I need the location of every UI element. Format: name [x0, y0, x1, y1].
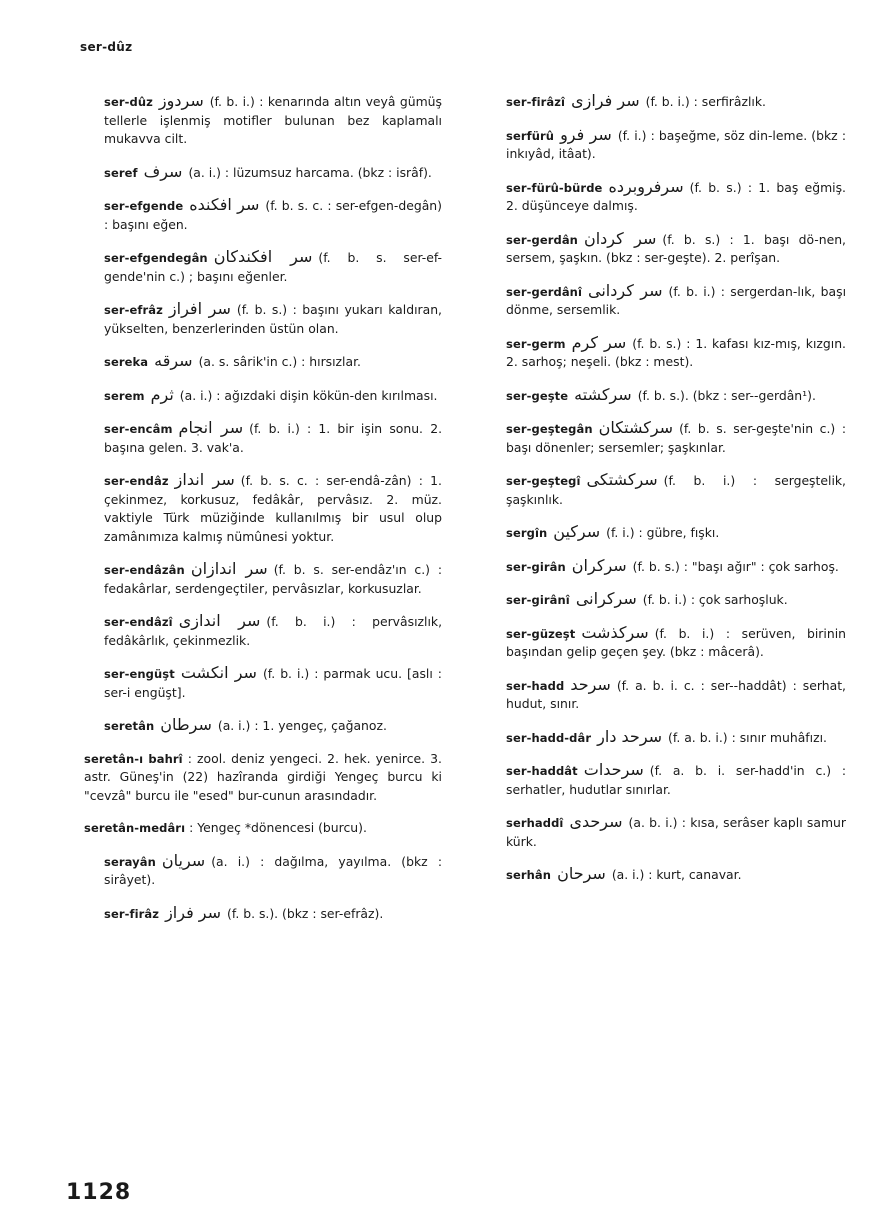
entry-arabic-script: سر انداز: [174, 470, 235, 489]
entry-definition: (f. b. s. ser-endâz'ın c.) : fedakârlar, serdengeçtiler, pervâsızlar, korkusuzlar.: [104, 562, 443, 596]
entry-spacer: [66, 182, 442, 196]
dictionary-entry: [468, 557, 846, 577]
entry-arabic-script: سرحدات: [583, 760, 644, 779]
entry-headword: ser-endâzî: [104, 615, 173, 629]
dictionary-entry: [66, 300, 442, 338]
entry-definition: : zool. deniz yengeci. 2. hek. yenirce. 3. astr. Güneş'in (22) hazîranda girdiği Yengeç burcu ki "cevzâ" burcu ile "esed" bur-cunun arasındadır.: [84, 750, 442, 803]
entry-definition: (f. b. i.) : sergeştelik, şaşkınlık.: [506, 473, 846, 507]
entry-arabic-script: سر كرم: [571, 332, 627, 352]
entry-headword: ser-firâz: [104, 906, 160, 921]
entry-headword: serem: [104, 388, 145, 403]
entry-arabic-script: سر فرازى: [571, 91, 640, 110]
entry-definition: (f. b. s.) : 1. başı dö-nen, sersem, şaşkın. (bkz : ser-geşte). 2. perîşan.: [506, 231, 846, 265]
entry-arabic-script: سر فرو: [560, 124, 612, 144]
dictionary-entry: [468, 728, 846, 748]
entry-headword: ser-endâz: [104, 474, 169, 488]
entry-definition: : Yengeç *dönencesi (burcu).: [189, 820, 367, 835]
entry-definition: (f. b. s.). (bkz : ser-efrâz).: [227, 905, 384, 921]
entry-arabic-script: سردوز: [158, 91, 204, 110]
dictionary-entry: [468, 92, 846, 112]
dictionary-entry: [468, 126, 846, 164]
entry-arabic-script: سركرانى: [575, 589, 637, 608]
entry-definition: (f. b. s. c. : ser-efgen-degân) : başını eğen.: [104, 198, 442, 232]
entry-spacer: [66, 405, 442, 419]
entry-definition: (f. b. s.) : 1. kafası kız-mış, kızgın. 2. sarhoş; neşeli. (bkz : mest).: [506, 335, 846, 369]
dictionary-entry: [468, 230, 846, 268]
entry-spacer: [66, 650, 442, 664]
entry-definition: (a. s. sârik'in c.) : hırsızlar.: [198, 354, 361, 369]
entry-arabic-script: سر اندازى: [178, 611, 261, 630]
entry-spacer: [468, 662, 846, 676]
entry-definition: (f. b. i.) : 1. bir işin sonu. 2. başına gelen. 3. vak'a.: [104, 421, 443, 455]
entry-spacer: [468, 576, 846, 590]
entry-arabic-script: سر افكندكان: [213, 247, 313, 266]
entry-spacer: [66, 286, 442, 300]
entry-definition: (a. i.) : kurt, canavar.: [611, 867, 742, 882]
entry-spacer: [468, 799, 846, 813]
entry-arabic-script: ثرم: [150, 384, 174, 404]
entry-definition: (f. i.) : gübre, fışkı.: [606, 525, 720, 540]
dictionary-entry: [468, 865, 846, 885]
dictionary-entry: [66, 819, 442, 838]
entry-headword: seref: [104, 165, 138, 180]
dictionary-entry: [66, 716, 442, 736]
entry-headword: ser-hadd: [506, 678, 565, 693]
entry-headword: ser-encâm: [104, 422, 173, 436]
page-number: 1128: [66, 1180, 132, 1205]
entry-arabic-script: سركشته: [574, 384, 632, 404]
entry-definition: (f. b. i.) : serüven, birinin başından gelip geçen şey. (bkz : mâcerâ).: [506, 625, 846, 659]
entry-arabic-script: سرحدى: [569, 812, 623, 831]
entry-definition: (f. i.) : başeğme, söz din-leme. (bkz : inkıyâd, itâat).: [506, 127, 846, 161]
dictionary-entry: [66, 612, 442, 650]
dictionary-entry: [468, 471, 846, 509]
entry-arabic-script: سرقه: [154, 351, 193, 370]
entry-headword: ser-efrâz: [104, 303, 163, 317]
entry-arabic-script: سركين: [553, 522, 601, 541]
dictionary-entry: [66, 92, 442, 149]
entry-arabic-script: سر افراز: [168, 299, 231, 318]
entry-headword: serfürû: [506, 128, 555, 143]
entry-definition: (f. b. s.) : "başı ağır" : çok sarhoş.: [632, 558, 839, 574]
entry-spacer: [66, 838, 442, 852]
entry-arabic-script: سر كردانى: [588, 280, 663, 300]
entry-arabic-script: سر انجام: [178, 418, 244, 437]
entry-arabic-script: سرحد دار: [597, 726, 663, 746]
entry-headword: serayân: [104, 854, 156, 869]
entry-spacer: [66, 372, 442, 386]
dictionary-entry: [468, 386, 846, 406]
right-column: [468, 92, 846, 899]
entry-spacer: [468, 714, 846, 728]
entry-definition: (f. a. b. i. ser-hadd'in c.) : serhatler, hudutlar sınırlar.: [506, 763, 846, 797]
entry-spacer: [66, 890, 442, 904]
entry-arabic-script: سر فراز: [165, 902, 222, 922]
dictionary-entry: [66, 386, 442, 406]
entry-definition: (f. b. i.) : çok sarhoşluk.: [642, 592, 788, 607]
entry-definition: (f. b. s. ser-ef-gende'nin c.) ; başını eğenler.: [104, 250, 442, 284]
entry-spacer: [468, 851, 846, 865]
dictionary-entry: [468, 813, 846, 851]
dictionary-entry: [468, 178, 846, 216]
entry-definition: (f. b. s.) : başını yukarı kaldıran, yükselten, benzerlerinden üstün olan.: [104, 302, 442, 336]
entry-headword: ser-girân: [506, 559, 566, 574]
entry-arabic-script: سركشتكى: [586, 470, 658, 489]
dictionary-entry: [66, 471, 442, 546]
entry-spacer: [66, 457, 442, 471]
entry-spacer: [468, 216, 846, 230]
dictionary-entry: [468, 624, 846, 662]
entry-headword: sergîn: [506, 526, 548, 540]
dictionary-entry: [468, 761, 846, 799]
entry-arabic-script: سريان: [161, 850, 206, 870]
entry-headword: ser-fürû-bürde: [506, 180, 603, 195]
entry-headword: seretân: [104, 719, 155, 733]
entry-spacer: [66, 598, 442, 612]
entry-definition: (f. b. s.) : 1. baş eğmiş. 2. düşünceye dalmış.: [506, 179, 846, 213]
entry-spacer: [66, 805, 442, 819]
entry-arabic-script: سر اندازان: [190, 559, 268, 578]
dictionary-entry: [66, 196, 442, 234]
entry-arabic-script: سر كردان: [583, 228, 657, 248]
entry-definition: (a. i.) : dağılma, yayılma. (bkz : sirâyet).: [104, 853, 442, 887]
entry-spacer: [468, 268, 846, 282]
left-column: [66, 92, 442, 937]
entry-spacer: [468, 405, 846, 419]
entry-definition: (f. b. i.) : kenarında altın veyâ gümüş tellerle işlenmiş motifler bulunan bez kaplamalı mukavva cilt.: [104, 94, 442, 146]
entry-spacer: [66, 149, 442, 163]
entry-headword: ser-haddât: [506, 764, 578, 778]
entry-spacer: [468, 457, 846, 471]
dictionary-entry: [66, 419, 442, 457]
entry-arabic-script: سرف: [143, 161, 183, 181]
entry-spacer: [468, 885, 846, 899]
entry-spacer: [468, 164, 846, 178]
entry-spacer: [468, 509, 846, 523]
entry-definition: (a. i.) : lüzumsuz harcama. (bkz : isrâf).: [188, 164, 432, 180]
entry-headword: ser-dûz: [104, 95, 153, 109]
entry-definition: (f. b. i.) : pervâsızlık, fedâkârlık, çekinmezlik.: [104, 614, 443, 648]
entry-headword: ser-geştegî: [506, 474, 581, 488]
dictionary-entry: [468, 334, 846, 372]
entry-headword: seretân-ı bahrî: [84, 751, 183, 766]
entry-arabic-script: سركران: [571, 555, 627, 575]
dictionary-entry: [66, 904, 442, 924]
dictionary-entry: [66, 560, 442, 598]
entry-definition: (a. i.) : 1. yengeç, çağanoz.: [217, 718, 387, 733]
entry-arabic-script: سركذشت: [581, 622, 649, 642]
entry-headword: ser-geştegân: [506, 422, 593, 436]
entry-headword: ser-güzeşt: [506, 626, 576, 641]
entry-definition: (f. a. b. i. c. : ser--haddât) : serhat, hudut, sınır.: [506, 677, 846, 711]
dictionary-entry: [468, 419, 846, 457]
entry-definition: (f. b. s. ser-geşte'nin c.) : başı dönenler; sersemler; şaşkınlar.: [506, 421, 846, 455]
entry-spacer: [66, 338, 442, 352]
entry-definition: (f. b. s. c. : ser-endâ-zân) : 1. çekinmez, korkusuz, fedâkâr, pervâsız. 2. müz. vaktiyle Türk müziğinde kullanılmış bir usul olup zamânımıza kalmış nümûnesi yoktur.: [104, 473, 442, 544]
entry-definition: (f. b. i.) : sergerdan-lık, başı dönme, sersemlik.: [506, 283, 847, 317]
entry-spacer: [66, 702, 442, 716]
running-head: ser-dûz: [80, 40, 133, 54]
entry-arabic-script: سرحد: [570, 674, 611, 694]
entry-definition: (a. b. i.) : kısa, serâser kaplı samur kürk.: [506, 815, 846, 849]
dictionary-entry: [66, 750, 442, 806]
entry-arabic-script: سركشتكان: [598, 418, 674, 437]
dictionary-entry: [66, 664, 442, 702]
entry-headword: ser-gerdânî: [506, 284, 583, 299]
entry-headword: ser-girânî: [506, 593, 570, 607]
entry-headword: ser-geşte: [506, 388, 569, 403]
entry-headword: ser-germ: [506, 336, 566, 351]
entry-arabic-script: سر انكشت: [180, 663, 257, 682]
entry-arabic-script: سرفروبرده: [608, 176, 684, 196]
entry-headword: ser-engüşt: [104, 667, 175, 681]
entry-definition: (f. b. i.) : parmak ucu. [aslı : ser-i engüşt].: [104, 666, 442, 700]
entry-spacer: [66, 234, 442, 248]
dictionary-entry: [468, 523, 846, 543]
entry-headword: serhaddî: [506, 816, 564, 830]
entry-headword: ser-gerdân: [506, 232, 578, 247]
dictionary-entry: [468, 676, 846, 714]
entry-spacer: [66, 736, 442, 750]
dictionary-entry: [66, 248, 442, 286]
entry-spacer: [468, 112, 846, 126]
entry-definition: (f. b. s.). (bkz : ser--gerdân¹).: [637, 387, 816, 403]
entry-headword: ser-efgende: [104, 199, 184, 213]
dictionary-entry: [66, 352, 442, 372]
entry-headword: ser-efgendegân: [104, 251, 208, 265]
entry-spacer: [468, 372, 846, 386]
entry-arabic-script: سرطان: [160, 715, 212, 734]
entry-headword: serhân: [506, 868, 552, 882]
entry-spacer: [66, 546, 442, 560]
entry-headword: ser-firâzî: [506, 95, 566, 109]
entry-headword: ser-endâzân: [104, 563, 185, 577]
entry-spacer: [468, 747, 846, 761]
entry-spacer: [468, 610, 846, 624]
dictionary-entry: [66, 163, 442, 183]
entry-spacer: [468, 543, 846, 557]
entry-definition: (f. b. i.) : serfirâzlık.: [645, 94, 766, 109]
entry-headword: ser-hadd-dâr: [506, 730, 592, 745]
entry-spacer: [66, 923, 442, 937]
entry-arabic-script: سر افكنده: [189, 195, 260, 214]
entry-spacer: [468, 320, 846, 334]
entry-definition: (a. i.) : ağızdaki dişin kökün-den kırılması.: [179, 387, 438, 403]
dictionary-entry: [66, 852, 442, 890]
dictionary-entry: [468, 590, 846, 610]
entry-arabic-script: سرحان: [557, 864, 606, 883]
entry-headword: seretân-medârı: [84, 821, 186, 835]
entry-headword: sereka: [104, 355, 149, 369]
entry-definition: (f. a. b. i.) : sınır muhâfızı.: [668, 729, 827, 745]
dictionary-entry: [468, 282, 846, 320]
